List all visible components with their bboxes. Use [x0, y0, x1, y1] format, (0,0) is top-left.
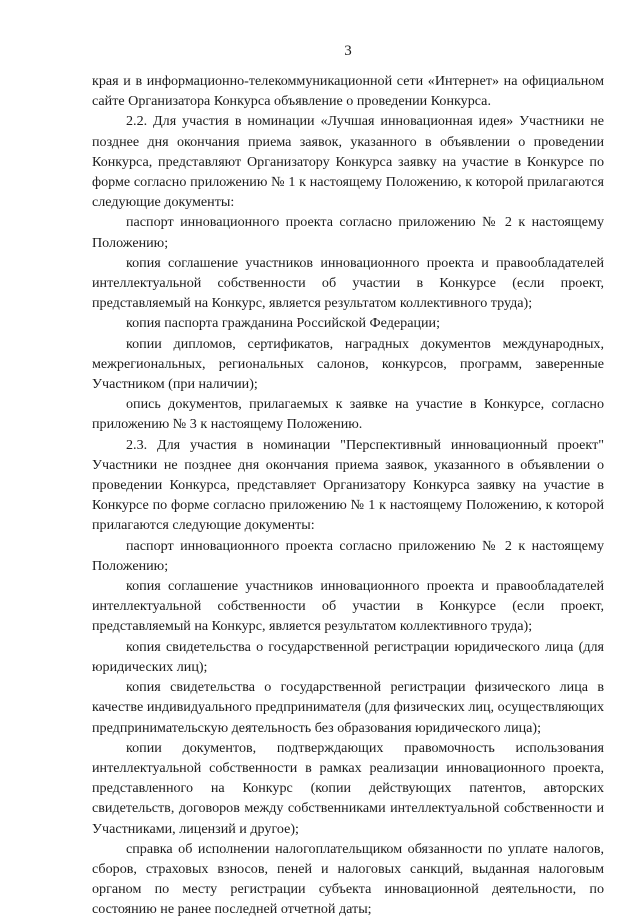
paragraph-1: края и в информационно-телекоммуникационной сети «Интернет» на официальном сайте Организатора Конкурса объявление о проведении Конкурса.	[92, 73, 604, 110]
list-item-project-passport: паспорт инновационного проекта согласно приложению № 2 к настоящему Положению;	[92, 214, 604, 251]
list-item-document-inventory: опись документов, прилагаемых к заявке на участие в Конкурсе, согласно приложению № 3 к настоящему Положению.	[92, 396, 604, 433]
paragraph-2-2: 2.2. Для участия в номинации «Лучшая инновационная идея» Участники не позднее дня окончания приема заявок, указанного в объявлении о проведении Конкурса, представляют Организатору Конкурса заявку на участие в Конкурсе по форме согласно приложению № 1 к настоящему Положению, к которой прилагаются следующие документы:	[92, 113, 604, 211]
list-item-passport-copy: копия паспорта гражданина Российской Федерации;	[126, 315, 440, 332]
list-item-tax-certificate: справка об исполнении налогоплательщиком обязанности по уплате налогов, сборов, страховых взносов, пеней и налоговых санкций, выданная налоговым органом по месту регистрации субъекта инновационной деятельности, по состоянию не ранее последней отчетной даты;	[92, 840, 604, 918]
page-number: 3	[344, 43, 352, 59]
list-item-entrepreneur-certificate: копия свидетельства о государственной регистрации физического лица в качестве индивидуального предпринимателя (для физических лиц, осуществляющих предпринимательскую деятельность без образования юридического лица);	[92, 679, 604, 736]
document-body	[92, 71, 604, 920]
list-item-project-passport-2: паспорт инновационного проекта согласно приложению № 2 к настоящему Положению;	[92, 537, 604, 574]
list-item-diplomas-copy: копии дипломов, сертификатов, наградных документов международных, межрегиональных, региональных салонов, конкурсов, программ, заверенные Участником (при наличии);	[92, 335, 604, 393]
list-item-ip-rights-documents: копии документов, подтверждающих правомочность использования интеллектуальной собственности в рамках реализации инновационного проекта, представленного на Конкурс (копии действующих патентов, авторских свидетельств, договоров между собственниками интеллектуальной собственности и Участниками, лицензий и другое);	[92, 739, 604, 837]
list-item-legal-entity-certificate: копия свидетельства о государственной регистрации юридического лица (для юридических лиц);	[92, 638, 604, 675]
list-item-agreement-copy-2: копия соглашение участников инновационного проекта и правообладателей интеллектуальной собственности об участии в Конкурсе (если проект, представляемый на Конкурс, является результатом коллективного труда);	[92, 578, 604, 635]
list-item-agreement-copy: копия соглашение участников инновационного проекта и правообладателей интеллектуальной собственности об участии в Конкурсе (если проект, представляемый на Конкурс, является результатом коллективного труда);	[92, 254, 604, 312]
paragraph-2-3: 2.3. Для участия в номинации "Перспективный инновационный проект" Участники не позднее дня окончания приема заявок, указанного в объявлении о проведении Конкурса, представляет Организатору Конкурса заявку на участие в Конкурсе по форме согласно приложению № 1 к настоящему Положению, к которой прилагаются следующие документы:	[92, 436, 604, 534]
